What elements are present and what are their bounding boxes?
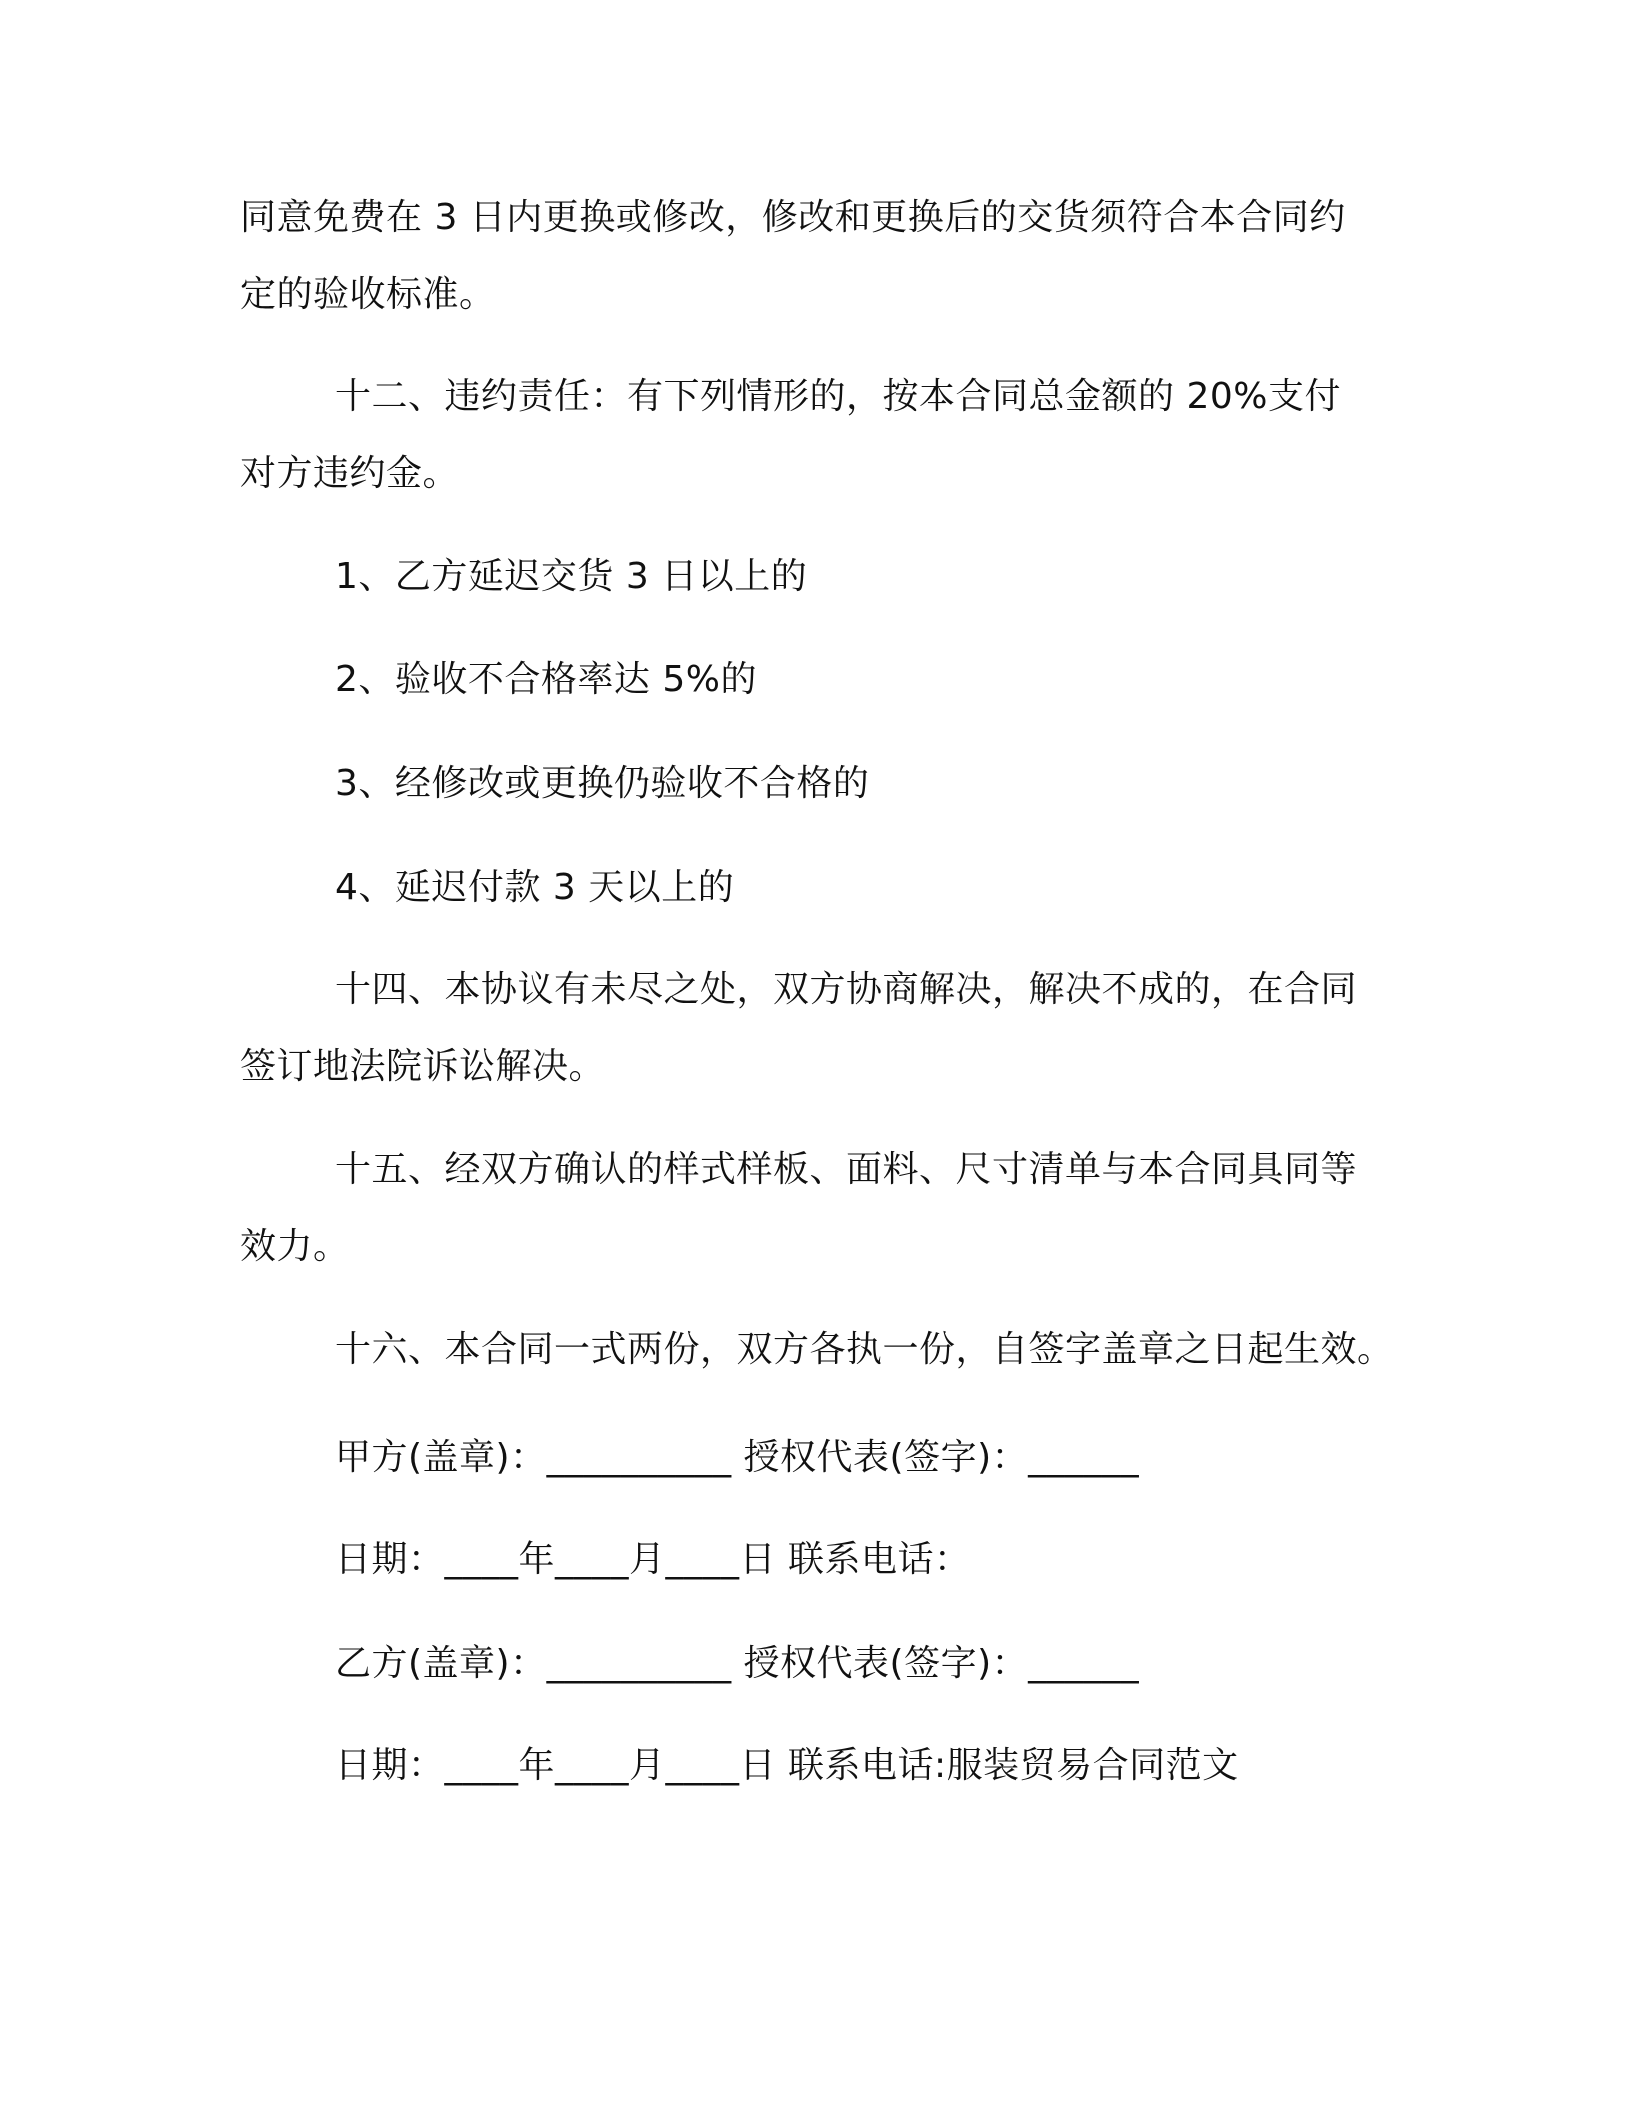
clause-15-line-2: 效力。	[240, 1226, 350, 1267]
clause-12-line-1: 十二、违约责任：有下列情形的，按本合同总金额的 20%支付	[335, 376, 1341, 417]
clause-12-line-2: 对方违约金。	[240, 453, 460, 494]
clause-12-item-1: 1、乙方延迟交货 3 日以上的	[335, 556, 808, 597]
paragraph-acceptance-line-2: 定的验收标准。	[240, 274, 496, 315]
clause-15-line-1: 十五、经双方确认的样式样板、面料、尺寸清单与本合同具同等	[335, 1149, 1358, 1190]
clause-12-item-2: 2、验收不合格率达 5%的	[335, 659, 757, 700]
clause-16-line-1: 十六、本合同一式两份，双方各执一份，自签字盖章之日起生效。	[335, 1329, 1394, 1370]
party-a-date-line: 日期：____年____月____日 联系电话：	[335, 1539, 971, 1580]
clause-12-item-3: 3、经修改或更换仍验收不合格的	[335, 763, 870, 804]
clause-14-line-2: 签订地法院诉讼解决。	[240, 1046, 606, 1087]
party-b-signature-line: 乙方(盖章)：__________ 授权代表(签字)：______	[335, 1643, 1140, 1684]
clause-14-line-1: 十四、本协议有未尽之处，双方协商解决，解决不成的，在合同	[335, 969, 1358, 1010]
party-a-signature-line: 甲方(盖章)：__________ 授权代表(签字)：______	[335, 1437, 1140, 1478]
paragraph-acceptance-line-1: 同意免费在 3 日内更换或修改，修改和更换后的交货须符合本合同约	[240, 197, 1346, 238]
party-b-date-line: 日期：____年____月____日 联系电话:服装贸易合同范文	[335, 1745, 1239, 1786]
clause-12-item-4: 4、延迟付款 3 天以上的	[335, 867, 735, 908]
